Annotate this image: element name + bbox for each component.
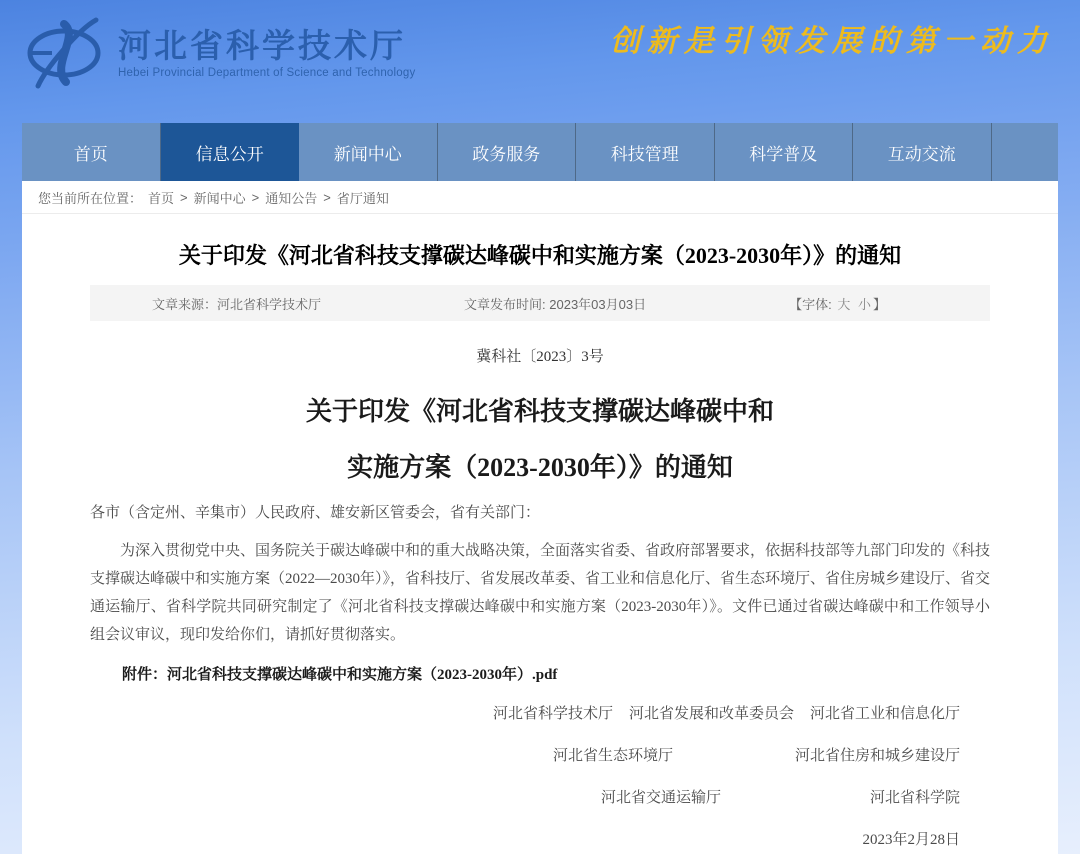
signature-row-1 (90, 703, 960, 725)
site-name: 河北省科学技术厅 (118, 27, 406, 64)
font-smaller-button[interactable]: 小 (857, 296, 871, 312)
signature-item: 河北省生态环境厅 (552, 748, 673, 764)
site-name-en: Hebei Provincial Department of Science and Technology (118, 67, 416, 79)
breadcrumb-separator: > (180, 189, 188, 205)
signature-row-3 (90, 787, 960, 809)
signature-item: 河北省工业和信息化厅 (809, 706, 960, 722)
font-larger-button[interactable]: 大 (837, 296, 851, 312)
article-source-value: 河北省科学技术厅 (217, 296, 322, 312)
article (22, 240, 1058, 851)
breadcrumb-link-news-center[interactable]: 新闻中心 (193, 190, 246, 206)
site-title-block (118, 27, 415, 79)
font-label-close: 】 (872, 296, 886, 312)
globe-logo-icon (26, 16, 106, 90)
breadcrumb-separator: > (251, 189, 260, 205)
content-box (22, 181, 1058, 854)
article-publish-time (464, 294, 646, 313)
attachment-line (90, 663, 990, 687)
article-title: 关于印发《河北省科技支撑碳达峰碳中和实施方案（2023-2030年）》的通知 (178, 243, 902, 268)
article-source (152, 294, 321, 313)
signature-date: 2023年2月28日 (862, 832, 960, 848)
breadcrumb-link-dept-notice[interactable]: 省厅通知 (336, 190, 389, 206)
nav-filler (992, 123, 1059, 181)
nav-item-news-center[interactable]: 新闻中心 (299, 123, 438, 181)
article-time-label: 文章发布时间: (464, 296, 550, 312)
addressee-line: 各市（含定州、辛集市）人民政府、雄安新区管委会，省有关部门： (90, 505, 541, 521)
nav-item-tech-management[interactable]: 科技管理 (576, 123, 715, 181)
site-slogan: 创新是引领发展的第一动力 (610, 24, 1054, 59)
document-title-line1: 关于印发《河北省科技支撑碳达峰碳中和 (305, 397, 774, 426)
body-paragraph: 为深入贯彻党中央、国务院关于碳达峰碳中和的重大战略决策，全面落实省委、省政府部署要求，依据科技部等九部门印发的《科技支撑碳达峰碳中和实施方案（2022—2030年）》，省科技厅、省发展改革委、省工业和信息化厅、省生态环境厅、省住房城乡建设厅、省交通运输厅、省科学院共同研究制定了《河北省科技支撑碳达峰碳中和实施方案（2023-2030年）》。文件已通过省碳达峰碳中和工作领导小组会议审议，现印发给你们，请抓好贯彻落实。 (90, 543, 991, 643)
signature-date-row (90, 829, 960, 851)
nav-item-gov-services[interactable]: 政务服务 (438, 123, 577, 181)
site-logo[interactable] (26, 16, 415, 90)
article-time-value: 2023年03月03日 (549, 296, 647, 312)
breadcrumb-link-notices[interactable]: 通知公告 (265, 190, 318, 206)
signature-block (90, 703, 990, 851)
signature-item: 河北省科学院 (869, 790, 960, 806)
signature-item: 河北省发展和改革委员会 (628, 706, 794, 722)
nav-item-science-popularization[interactable]: 科学普及 (715, 123, 854, 181)
signature-item: 河北省住房和城乡建设厅 (794, 748, 960, 764)
font-size-controls (789, 294, 886, 313)
document-number: 冀科社〔2023〕3号 (476, 349, 604, 365)
nav-item-info-disclosure[interactable]: 信息公开 (161, 123, 300, 181)
signature-item: 河北省科学技术厅 (492, 706, 613, 722)
font-label-open: 【字体: (789, 296, 832, 312)
signature-row-2 (90, 745, 960, 767)
article-source-label: 文章来源： (152, 296, 218, 312)
nav-item-home[interactable]: 首页 (22, 123, 161, 181)
main-nav (22, 123, 1058, 181)
signature-item: 河北省交通运输厅 (600, 790, 721, 806)
breadcrumb-link-home[interactable]: 首页 (148, 190, 175, 206)
nav-item-interaction[interactable]: 互动交流 (853, 123, 992, 181)
attachment-link[interactable]: 附件：河北省科技支撑碳达峰碳中和实施方案（2023-2030年）.pdf (122, 667, 558, 683)
breadcrumb-prefix: 您当前所在位置： (38, 190, 143, 206)
breadcrumb (22, 181, 1058, 214)
article-meta-bar (90, 285, 990, 321)
site-header (0, 0, 1080, 123)
breadcrumb-separator: > (323, 189, 331, 205)
document-title-line2: 实施方案（2023-2030年）》的通知 (347, 453, 733, 482)
